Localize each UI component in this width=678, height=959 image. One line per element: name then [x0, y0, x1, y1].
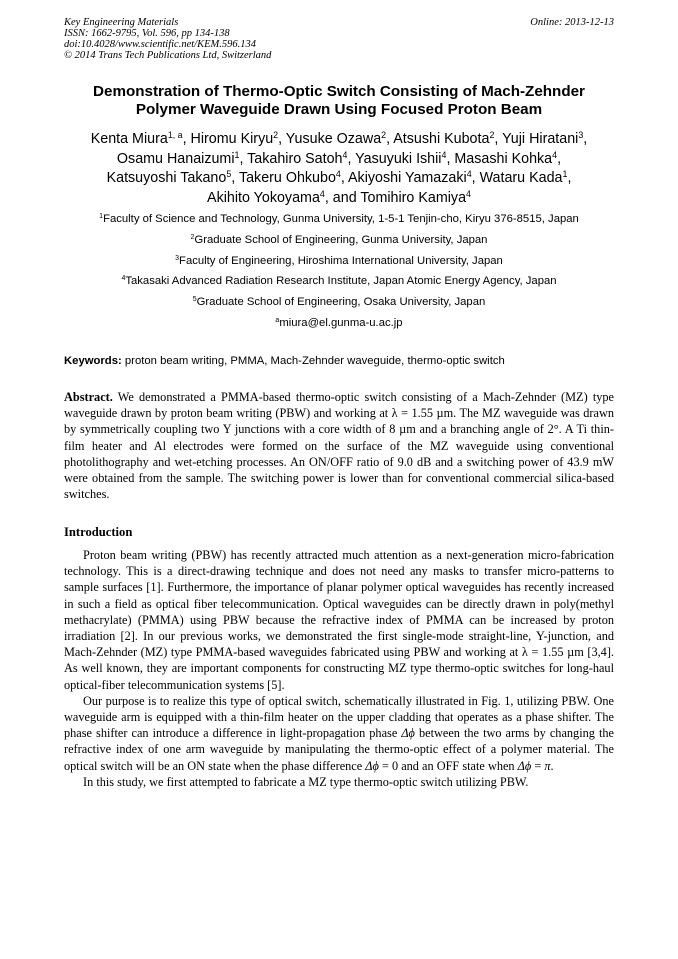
email-text: miura@el.gunma-u.ac.jp [279, 316, 403, 329]
author-separator: , [239, 150, 248, 167]
author-separator: , [446, 150, 455, 167]
author-list [58, 130, 620, 208]
affiliation-text: Graduate School of Engineering, Osaka University, Japan [196, 296, 486, 309]
intro-paragraph-2 [64, 693, 614, 774]
intro-paragraph-3: In this study, we first attempted to fabricate a MZ type thermo-optic switch utilizing PBW. [83, 774, 529, 789]
online-date: Online: 2013-12-13 [530, 17, 614, 28]
affiliation-mark: a [275, 317, 280, 325]
author-affiliation-mark: 1 [562, 169, 568, 180]
affiliation-mark: 4 [121, 275, 126, 283]
keywords-line [64, 354, 624, 368]
author [91, 131, 191, 147]
author [393, 131, 502, 147]
author-separator: , [347, 150, 356, 167]
introduction-body [64, 547, 614, 790]
affiliation [40, 254, 638, 275]
author [355, 151, 454, 167]
author [480, 170, 572, 186]
affiliation-mark: 5 [192, 296, 197, 304]
author [360, 190, 471, 206]
abstract-paragraph [64, 389, 614, 502]
author-name: Tomihiro Kamiya [360, 189, 467, 206]
journal-issn: ISSN: 1662-9795, Vol. 596, pp 134-138 [64, 28, 230, 39]
author-affiliation-mark: 4 [319, 188, 325, 199]
author [247, 151, 355, 167]
phase-difference-symbol: Δϕ [401, 726, 415, 741]
author-separator: , [231, 170, 239, 186]
author-name: Hiromu Kiryu [190, 131, 274, 147]
author-affiliation-mark: 4 [441, 149, 447, 160]
intro-text: between the two arms by changing the refractive index of one arm waveguide by manipulating the thermo-optic effect of a polymer material. The optical switch will be an ON state when the phase difference [64, 726, 614, 773]
author [107, 170, 239, 186]
intro-text: Our purpose is to realize this type of optical switch, schematically illustrated in Fig. 1, utilizing PBW. One waveguide arm is equipped with a thin-film heater on the upper cladding that operates as a phase shifter. The phase shifter can introduce a difference in light-propagation phase [64, 693, 614, 741]
author-affiliation-mark: 1 [234, 149, 240, 160]
author-affiliation-mark: 4 [466, 188, 471, 199]
author-affiliation-mark: 4 [466, 169, 472, 180]
affiliation-mark: 3 [175, 254, 180, 262]
author-name: Akiyoshi Yamazaki [348, 170, 467, 186]
affiliation-list [40, 212, 638, 337]
corresponding-email [40, 316, 638, 337]
author [502, 131, 587, 147]
title-line-1: Demonstration of Thermo-Optic Switch Consisting of Mach-Zehnder [93, 83, 585, 100]
phase-difference-symbol: Δϕ [365, 758, 379, 773]
journal-header [64, 17, 424, 61]
author-name: Kenta Miura [90, 131, 168, 147]
phase-difference-symbol: Δϕ [517, 758, 532, 773]
keywords-label: Keywords: [64, 355, 122, 367]
affiliation-text: Faculty of Science and Technology, Gunma University, 1-5-1 Tenjin-cho, Kiryu 376-8515, Japan [103, 213, 579, 225]
author [286, 131, 393, 147]
author [207, 190, 360, 206]
author-separator: , [494, 131, 503, 147]
author [454, 151, 561, 167]
author-affiliation-mark: 2 [381, 130, 387, 141]
journal-doi: doi:10.4028/www.scientific.net/KEM.596.134 [64, 39, 256, 50]
keywords-text: proton beam writing, PMMA, Mach-Zehnder waveguide, thermo-optic switch [121, 355, 505, 367]
author-name: Takahiro Satoh [247, 150, 343, 167]
affiliation [40, 274, 638, 295]
author-separator: , [471, 170, 480, 186]
abstract-label: Abstract. [64, 390, 113, 404]
paper-title [64, 83, 614, 119]
author-name: Yasuyuki Ishii [355, 150, 442, 167]
author-separator: , [567, 170, 572, 186]
author-affiliation-mark: 4 [335, 169, 341, 180]
author [239, 170, 348, 186]
affiliation [40, 295, 638, 316]
pi-symbol: π [544, 758, 551, 773]
author-name: Osamu Hanaizumi [116, 150, 235, 167]
author-separator: , [182, 131, 191, 147]
abstract-text: We demonstrated a PMMA-based thermo-optic switch consisting of a Mach-Zehnder (MZ) type waveguide drawn by proton beam writing (PBW) and working at λ = 1.55 µm. The MZ waveguide was drawn by symmetrically coupling two Y junctions with a core width of 8 µm and a branching angle of 2°. A Ti thin-film heater and Al electrodes were formed on the surface of the MZ waveguide using conventional photolithography and wet-etching processes. An ON/OFF ratio of 9.0 dB and a switching power of 43.9 mW were obtained from the sample. The switching power is lower than for conventional commercial silica-based switches. [64, 390, 614, 502]
author-affiliation-mark: 2 [489, 130, 495, 141]
author-separator: , [278, 131, 286, 147]
author [191, 131, 286, 147]
author-name: Yusuke Ozawa [285, 131, 382, 147]
author-affiliation-mark: 1, a [167, 130, 183, 141]
intro-text: . [550, 758, 554, 773]
author-separator: , and [324, 189, 361, 206]
author-name: Akihito Yokoyama [207, 189, 320, 206]
author-affiliation-mark: 4 [552, 149, 558, 160]
author-affiliation-mark: 5 [226, 169, 232, 180]
affiliation-text: Takasaki Advanced Radiation Research Institute, Japan Atomic Energy Agency, Japan [125, 275, 557, 288]
journal-copyright: © 2014 Trans Tech Publications Ltd, Switzerland [64, 50, 272, 61]
author-separator: , [557, 150, 562, 167]
affiliation [40, 212, 638, 233]
intro-text: = 0 and an OFF state when [378, 758, 518, 773]
affiliation [40, 233, 638, 254]
author-affiliation-mark: 4 [342, 149, 348, 160]
author-separator: , [340, 170, 349, 186]
affiliation-text: Faculty of Engineering, Hiroshima International University, Japan [179, 254, 503, 267]
author-affiliation-mark: 2 [273, 130, 279, 141]
author [348, 170, 480, 186]
title-line-2: Polymer Waveguide Drawn Using Focused Proton Beam [135, 101, 543, 118]
author [117, 151, 247, 167]
affiliation-mark: 2 [190, 233, 195, 241]
author-name: Takeru Ohkubo [238, 170, 336, 186]
author-separator: , [583, 131, 588, 147]
journal-name: Key Engineering Materials [64, 17, 179, 28]
author-name: Atsushi Kubota [393, 131, 490, 147]
intro-paragraph-1: Proton beam writing (PBW) has recently attracted much attention as a next-generation micro-fabrication technology. This is a direct-drawing technique and does not need any masks to transfer micro-patterns to sample surfaces [1]. Furthermore, the importance of planar polymer optical waveguides has recently increased in such a field as optical fiber telecommunication. Optical waveguides can be directly drawn in poly(methyl methacrylate) (PMMA) using PBW because the refractive index of PMMA can be increased by proton irradiation [2]. In our previous works, we demonstrated the first single-mode straight-line, Y-junction, and Mach-Zehnder (MZ) type PMMA-based waveguides fabricated using PBW and working at λ = 1.55 µm [3,4]. As well known, they are important components for constructing MZ type thermo-optic switches for long-haul optical-fiber telecommunication systems [5]. [64, 548, 614, 692]
author-name: Wataru Kada [479, 170, 563, 186]
author-separator: , [386, 131, 394, 147]
intro-text: = [531, 758, 545, 773]
author-affiliation-mark: 3 [578, 130, 584, 141]
author-name: Masashi Kohka [454, 150, 553, 167]
affiliation-text: Graduate School of Engineering, Gunma University, Japan [194, 233, 488, 246]
affiliation-mark: 1 [99, 213, 104, 221]
section-heading-introduction: Introduction [64, 525, 133, 539]
author-name: Yuji Hiratani [502, 131, 579, 147]
author-name: Katsuyoshi Takano [106, 170, 227, 186]
